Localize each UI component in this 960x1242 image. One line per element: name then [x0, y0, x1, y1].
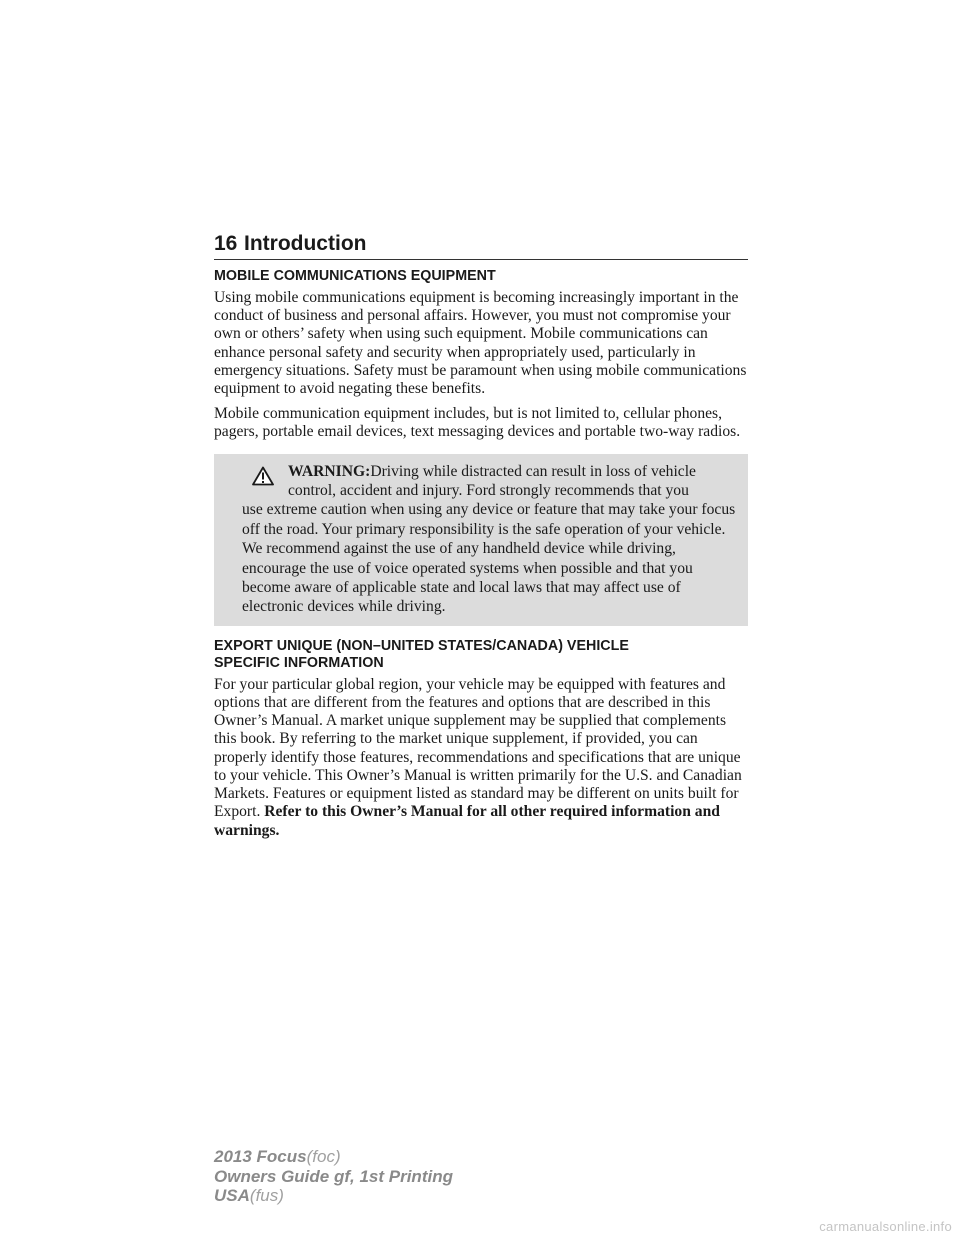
warning-text-rest: use extreme caution when using any device or feature that may take your focus off the road. Your primary responsibility is the safe operation of your vehicle. We recommend against the use of any handheld device while driving, encourage the use of voice operated systems when possible and that you become aware of applicable state and local laws that may affect use of electronic devices while driving.: [242, 501, 736, 616]
page-content: [214, 268, 748, 847]
page-number: 16: [214, 232, 238, 255]
page-header: [214, 229, 748, 260]
warning-intro: [242, 462, 742, 501]
export-paragraph-bold: Refer to this Owner’s Manual for all other required information and warnings.: [214, 803, 720, 839]
export-paragraph-text: For your particular global region, your vehicle may be equipped with features and options that are different from the features and options that are described in this Owner’s Manual. A market unique supplement may be supplied that complements this book. By referring to the market unique supplement, if provided, you can properly identify those features, recommendations and specifications that are unique to your vehicle. This Owner’s Manual is written primarily for the U.S. and Canadian Markets. Features or equipment listed as standard may be different on units built for Export.: [214, 675, 742, 821]
footer-model-code: (foc): [306, 1147, 341, 1166]
warning-text-first: Driving while distracted can result in loss of vehicle control, accident and injury. Ford strongly recommends that you: [288, 462, 696, 500]
section-title: Introduction: [244, 232, 367, 255]
mobile-heading: MOBILE COMMUNICATIONS EQUIPMENT: [214, 268, 496, 284]
export-paragraph: [214, 676, 748, 840]
warning-triangle-icon: [252, 466, 274, 491]
mobile-paragraph-1: Using mobile communications equipment is becoming increasingly important in the conduct of business and personal affairs. However, you must not compromise your own or others’ safety when using such equipment. Mobile communications can enhance personal safety and security when appropriately used, particularly in emergency situations. Safety must be paramount when using mobile communications equipment to avoid negating these benefits.: [214, 289, 747, 398]
warning-label: WARNING:: [288, 462, 371, 480]
export-heading: [214, 638, 748, 672]
watermark: carmanualsonline.info: [819, 1219, 952, 1234]
print-footer: [214, 1147, 453, 1206]
footer-line-2: [214, 1167, 453, 1187]
footer-market-code: (fus): [249, 1186, 284, 1205]
footer-guide: Owners Guide gf, 1st Printing: [214, 1166, 453, 1186]
mobile-paragraph-2: Mobile communication equipment includes, but is not limited to, cellular phones, pagers, portable email devices, text messaging devices and portable two-way radios.: [214, 405, 741, 441]
export-heading-line-1: EXPORT UNIQUE (NON–UNITED STATES/CANADA) VEHICLE: [214, 637, 629, 654]
export-heading-line-2: SPECIFIC INFORMATION: [214, 654, 384, 671]
footer-model: 2013 Focus: [214, 1147, 307, 1166]
warning-box: [214, 454, 748, 626]
footer-market: USA: [214, 1186, 250, 1205]
footer-line-1: [214, 1147, 453, 1167]
footer-line-3: [214, 1186, 453, 1206]
